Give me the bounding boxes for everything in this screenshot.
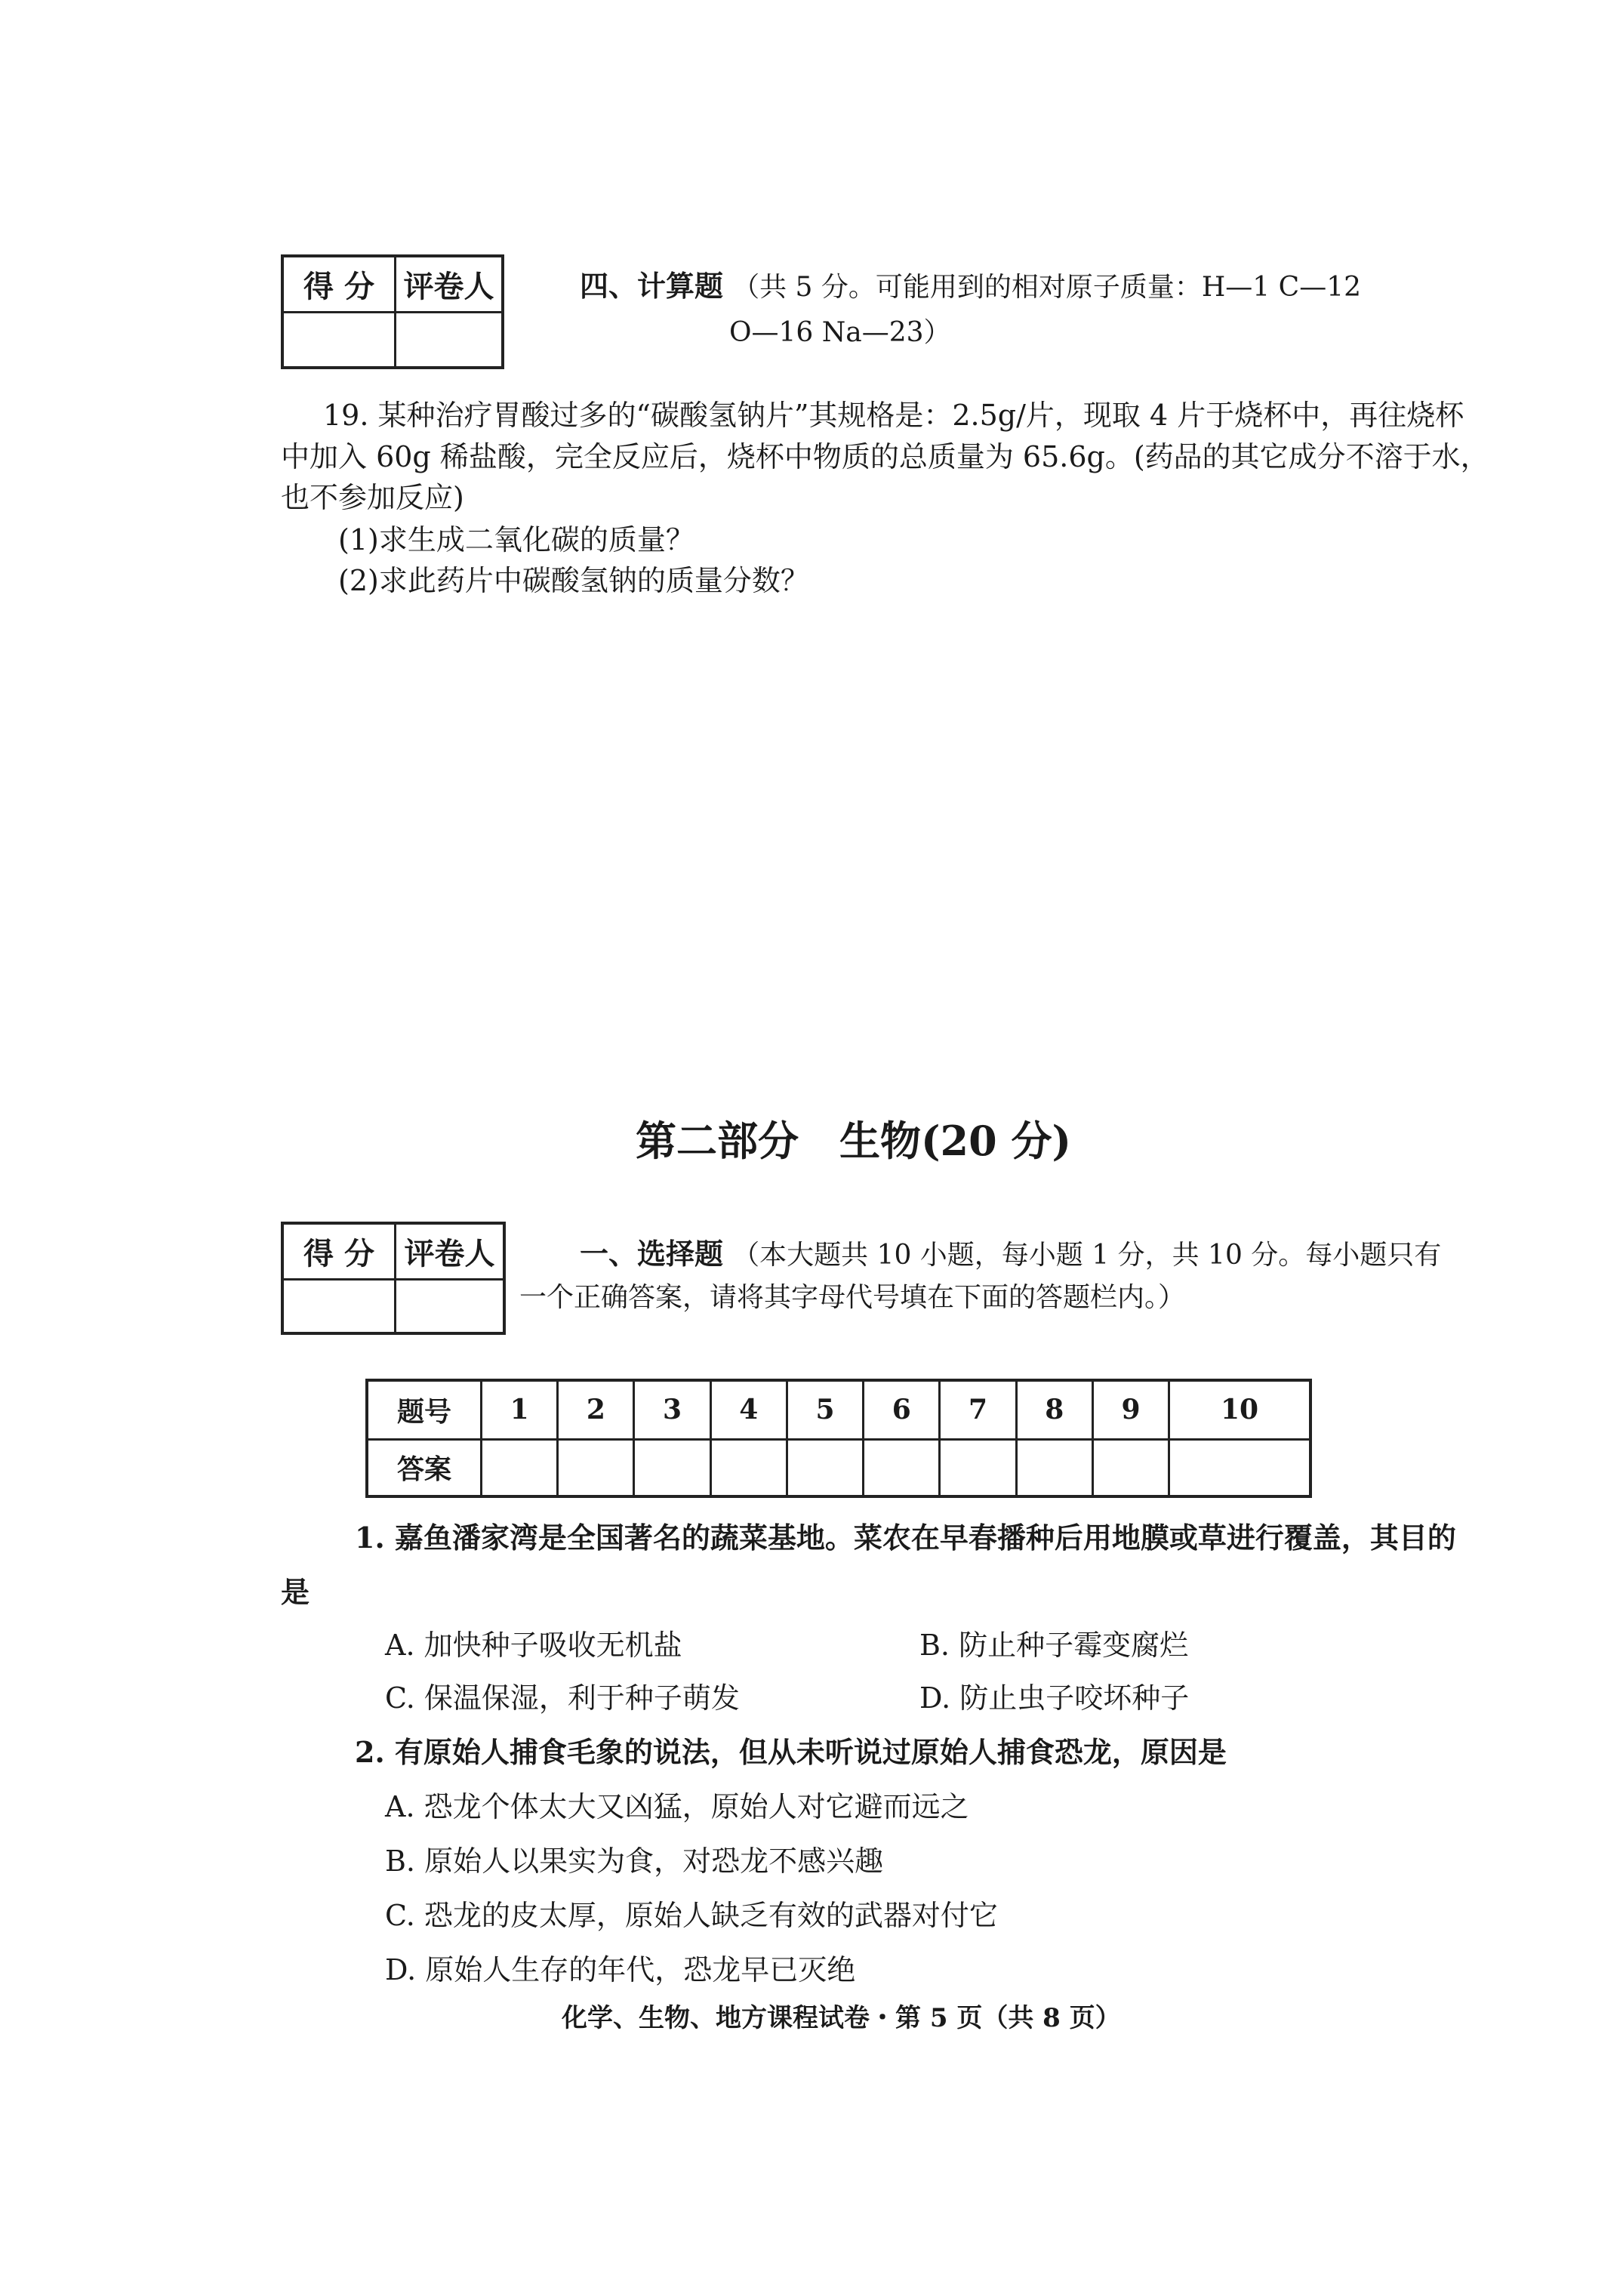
section1-heading-line bbox=[580, 1234, 1441, 1276]
part2-title: 第二部分 生物(20 分) bbox=[636, 1117, 1072, 1165]
answer-cell-4[interactable] bbox=[710, 1439, 787, 1496]
section4-note-line2: O—16 Na—23） bbox=[729, 317, 951, 348]
section1-note-line2: 一个正确答案，请将其字母代号填在下面的答题栏内。） bbox=[519, 1282, 1186, 1313]
score-label-2: 得 分 bbox=[282, 1223, 396, 1279]
answer-table bbox=[365, 1379, 1312, 1498]
section1-heading: 一、选择题 bbox=[580, 1237, 724, 1271]
answer-table-number-2: 2 bbox=[558, 1380, 634, 1439]
q2-option-d[interactable]: D. 原始人生存的年代，恐龙早已灭绝 bbox=[385, 1953, 856, 1986]
answer-cell-9[interactable] bbox=[1092, 1439, 1169, 1496]
q2-option-c[interactable]: C. 恐龙的皮太厚，原始人缺乏有效的武器对付它 bbox=[385, 1899, 998, 1932]
q19-line1: 19. 某种治疗胃酸过多的“碳酸氢钠片”其规格是：2.5g/片，现取 4 片于烧杯中，再往烧杯 bbox=[323, 399, 1464, 432]
q19-line3: 也不参加反应) bbox=[281, 481, 464, 514]
answer-cell-5[interactable] bbox=[787, 1439, 863, 1496]
grader-label: 评卷人 bbox=[396, 256, 504, 312]
answer-cell-3[interactable] bbox=[634, 1439, 710, 1496]
section4-heading: 四、计算题 bbox=[580, 269, 724, 303]
grader-label-2: 评卷人 bbox=[396, 1223, 505, 1279]
grader-cell-2[interactable] bbox=[396, 1279, 505, 1333]
answer-cell-10[interactable] bbox=[1169, 1439, 1310, 1496]
answer-table-number-10: 10 bbox=[1169, 1380, 1310, 1439]
score-label: 得 分 bbox=[282, 256, 396, 312]
q19-sub1: (1)求生成二氧化碳的质量？ bbox=[338, 523, 694, 556]
q2-line1: 2. 有原始人捕食毛象的说法，但从未听说过原始人捕食恐龙，原因是 bbox=[355, 1735, 1227, 1769]
grader-cell[interactable] bbox=[396, 312, 504, 368]
answer-table-number-6: 6 bbox=[864, 1380, 940, 1439]
page-footer: 化学、生物、地方课程试卷・第 5 页（共 8 页） bbox=[562, 2003, 1121, 2033]
q2-option-a[interactable]: A. 恐龙个体太大又凶猛，原始人对它避而远之 bbox=[385, 1790, 969, 1823]
q1-option-b[interactable]: B. 防止种子霉变腐烂 bbox=[919, 1629, 1189, 1662]
answer-table-number-7: 7 bbox=[940, 1380, 1016, 1439]
q1-option-a[interactable]: A. 加快种子吸收无机盐 bbox=[385, 1629, 682, 1662]
answer-table-number-1: 1 bbox=[482, 1380, 558, 1439]
q2-option-b[interactable]: B. 原始人以果实为食，对恐龙不感兴趣 bbox=[385, 1845, 884, 1878]
score-cell-2[interactable] bbox=[282, 1279, 396, 1333]
score-box-2 bbox=[281, 1222, 506, 1335]
q19-line2: 中加入 60g 稀盐酸，完全反应后，烧杯中物质的总质量为 65.6g。(药品的其它成分不溶于水， bbox=[281, 440, 1489, 473]
q19-sub2: (2)求此药片中碳酸氢钠的质量分数？ bbox=[338, 564, 809, 597]
answer-table-number-5: 5 bbox=[787, 1380, 863, 1439]
row-label-answer: 答案 bbox=[367, 1439, 482, 1496]
answer-table-number-9: 9 bbox=[1092, 1380, 1169, 1439]
q1-line1: 1. 嘉鱼潘家湾是全国著名的蔬菜基地。菜农在早春播种后用地膜或草进行覆盖，其目的 bbox=[355, 1521, 1456, 1555]
score-box bbox=[281, 254, 504, 369]
q1-option-d[interactable]: D. 防止虫子咬坏种子 bbox=[919, 1681, 1190, 1715]
q1-line2: 是 bbox=[281, 1575, 310, 1609]
answer-cell-8[interactable] bbox=[1016, 1439, 1092, 1496]
answer-cell-2[interactable] bbox=[558, 1439, 634, 1496]
answer-cell-7[interactable] bbox=[940, 1439, 1016, 1496]
section4-heading-line bbox=[580, 266, 1361, 308]
answer-table-number-8: 8 bbox=[1016, 1380, 1092, 1439]
section1-note: （本大题共 10 小题，每小题 1 分，共 10 分。每小题只有 bbox=[732, 1240, 1442, 1271]
answer-table-number-4: 4 bbox=[710, 1380, 787, 1439]
q1-option-c[interactable]: C. 保温保湿，利于种子萌发 bbox=[385, 1681, 740, 1715]
section4-note: （共 5 分。可能用到的相对原子质量：H—1 C—12 bbox=[732, 272, 1361, 303]
row-label-question-number: 题号 bbox=[367, 1380, 482, 1439]
answer-cell-1[interactable] bbox=[482, 1439, 558, 1496]
answer-table-number-3: 3 bbox=[634, 1380, 710, 1439]
score-cell[interactable] bbox=[282, 312, 396, 368]
answer-cell-6[interactable] bbox=[864, 1439, 940, 1496]
